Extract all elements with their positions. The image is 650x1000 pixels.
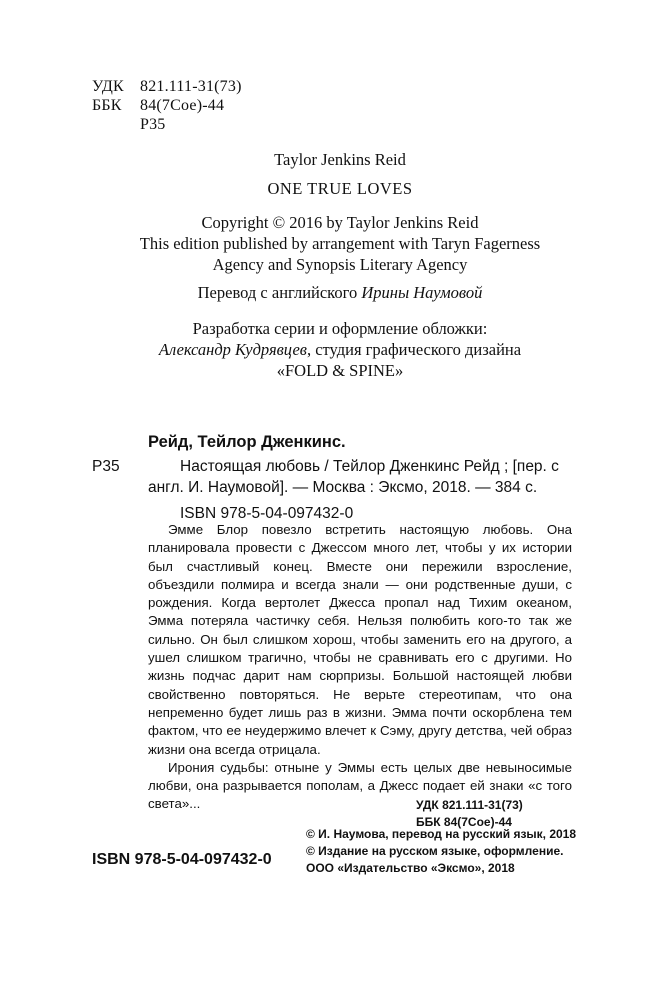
copyright-original-line: Copyright © 2016 by Taylor Jenkins Reid xyxy=(201,213,479,232)
bbk-label: ББК xyxy=(92,97,122,114)
codes-udk: УДК 821.111-31(73) xyxy=(416,798,523,812)
copyright-line: ООО «Издательство «Эксмо», 2018 xyxy=(306,861,515,875)
design-credit xyxy=(60,318,620,381)
original-title: ONE TRUE LOVES xyxy=(267,179,413,198)
translation-prefix: Перевод с английского xyxy=(197,283,362,302)
classification-block xyxy=(92,77,242,134)
copyright-original-block xyxy=(60,212,620,275)
copyright-line: © И. Наумова, перевод на русский язык, 2018 xyxy=(306,827,577,841)
annotation-paragraph: Эмме Блор повезло встретить настоящую любовь. Она планировала провести с Джессом много лет, чтобы у их истории был счастливый конец. Вместе они пережили взросление, объездили полмира и всегда знали — они родственные души, с рождения. Когда вертолет Джесса пропал над Тихим океаном, Эмма потеряла частичку себя. Нельзя полюбить кого-то так же сильно. Он был слишком хорош, чтобы заменить его на другого, а ушел слишком трагично, чтобы не сравнивать его с другими. Но жизнь подчас дарит нам сюрпризы. Большой настоящей любви свойственно повторяться. Не верьте стереотипам, что она непременно будет лишь раз в жизни. Эмма почти оскорблена тем фактом, что ее неудержимо влечет к Сэму, другу детства, чей образ жизни она всегда отрицала. xyxy=(148,522,572,757)
copyright-original-line: Agency and Synopsis Literary Agency xyxy=(212,255,468,274)
bbk-row xyxy=(92,96,242,115)
designer-name: Александр Кудрявцев xyxy=(158,340,307,359)
codes-bbk: ББК 84(7Сое)-44 xyxy=(416,815,512,829)
copyright-line: © Издание на русском языке, оформление. xyxy=(306,844,564,858)
bbk-value: 84(7Сое)-44 xyxy=(140,97,225,114)
udk-value: 821.111-31(73) xyxy=(140,78,242,95)
copyright-original-line: This edition published by arrangement with Taryn Fagerness xyxy=(139,234,541,253)
translator-name: Ирины Наумовой xyxy=(361,283,483,302)
copyright-block xyxy=(306,826,576,877)
bottom-isbn: ISBN 978-5-04-097432-0 xyxy=(92,851,272,868)
design-line-3: «FOLD & SPINE» xyxy=(276,361,404,380)
author-mark-row xyxy=(92,115,242,134)
udk-label: УДК xyxy=(92,78,124,95)
author-mark: Р35 xyxy=(140,116,166,133)
design-line-2-rest: , студия графического дизайна xyxy=(306,340,522,359)
design-line-1: Разработка серии и оформление обложки: xyxy=(192,319,488,338)
udk-row xyxy=(92,77,242,96)
translation-credit xyxy=(60,282,620,303)
annotation-paragraph: Ирония судьбы: отныне у Эммы есть целых две невыносимые любви, она разрывается пополам, а Джесс подает ей знаки «с того света»... xyxy=(148,759,572,812)
catalog-line-2: англ. И. Наумовой]. — Москва : Эксмо, 2018. — 384 с. xyxy=(148,479,538,496)
design-line-2 xyxy=(60,339,620,360)
original-author: Taylor Jenkins Reid xyxy=(274,150,406,169)
catalog-isbn: ISBN 978-5-04-097432-0 xyxy=(180,505,354,522)
catalog-line-1: Настоящая любовь / Тейлор Дженкинс Рейд ; [пер. с xyxy=(180,458,559,475)
annotation xyxy=(148,521,572,814)
catalog-heading: Рейд, Тейлор Дженкинс. xyxy=(148,433,346,451)
catalog-mark: Р35 xyxy=(92,458,120,475)
